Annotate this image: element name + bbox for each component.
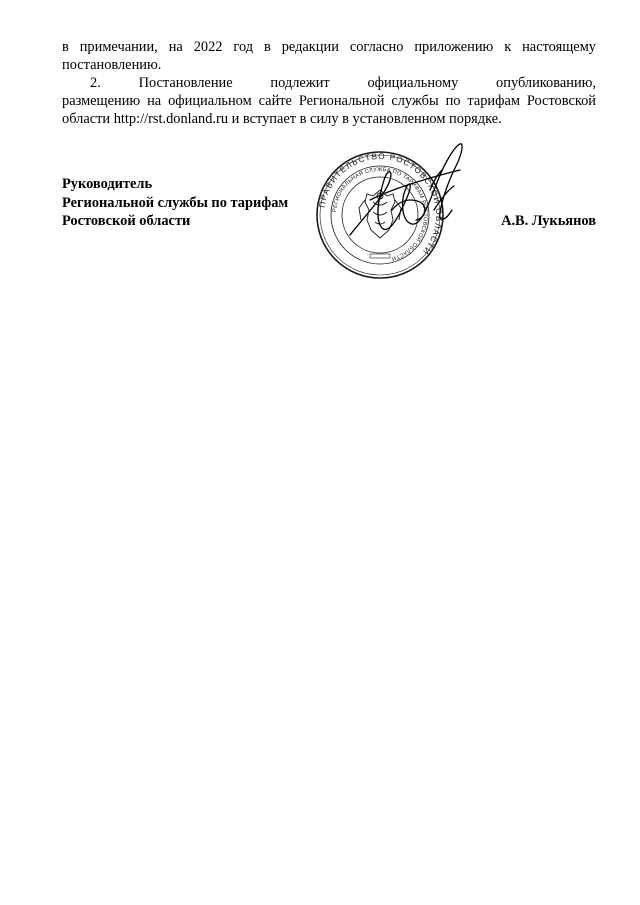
stamp-inner-text: РЕГИОНАЛЬНАЯ СЛУЖБА ПО ТАРИФАМ РОСТОВСКОЙ ОБЛАСТИ	[332, 166, 429, 262]
handwritten-signature	[330, 140, 490, 260]
paragraph1-line1: в примечании, на 2022 год в редакции согласно приложению к настоящему	[62, 39, 596, 55]
paragraph1-line2: постановлению.	[62, 57, 162, 73]
paragraph2-line1: 2. Постановление подлежит официальному опубликованию,	[90, 75, 596, 91]
signatory-title	[62, 175, 288, 231]
signatory-name: А.В. Лукьянов	[501, 213, 596, 229]
paragraph-item-2	[62, 74, 596, 128]
signatory-title-line1: Руководитель	[62, 176, 153, 192]
paragraph-continuation	[62, 38, 596, 74]
stamp-outer-text: ПРАВИТЕЛЬСТВО РОСТОВСКОЙ ОБЛАСТИ	[317, 151, 444, 257]
signatory-title-line3: Ростовской области	[62, 213, 191, 229]
signatory-title-line2: Региональной службы по тарифам	[62, 194, 289, 211]
paragraph2-body: размещению на официальном сайте Региональной службы по тарифам Ростовской области http://rst.donland.ru и вступает в силу в установленном порядке.	[62, 93, 596, 127]
